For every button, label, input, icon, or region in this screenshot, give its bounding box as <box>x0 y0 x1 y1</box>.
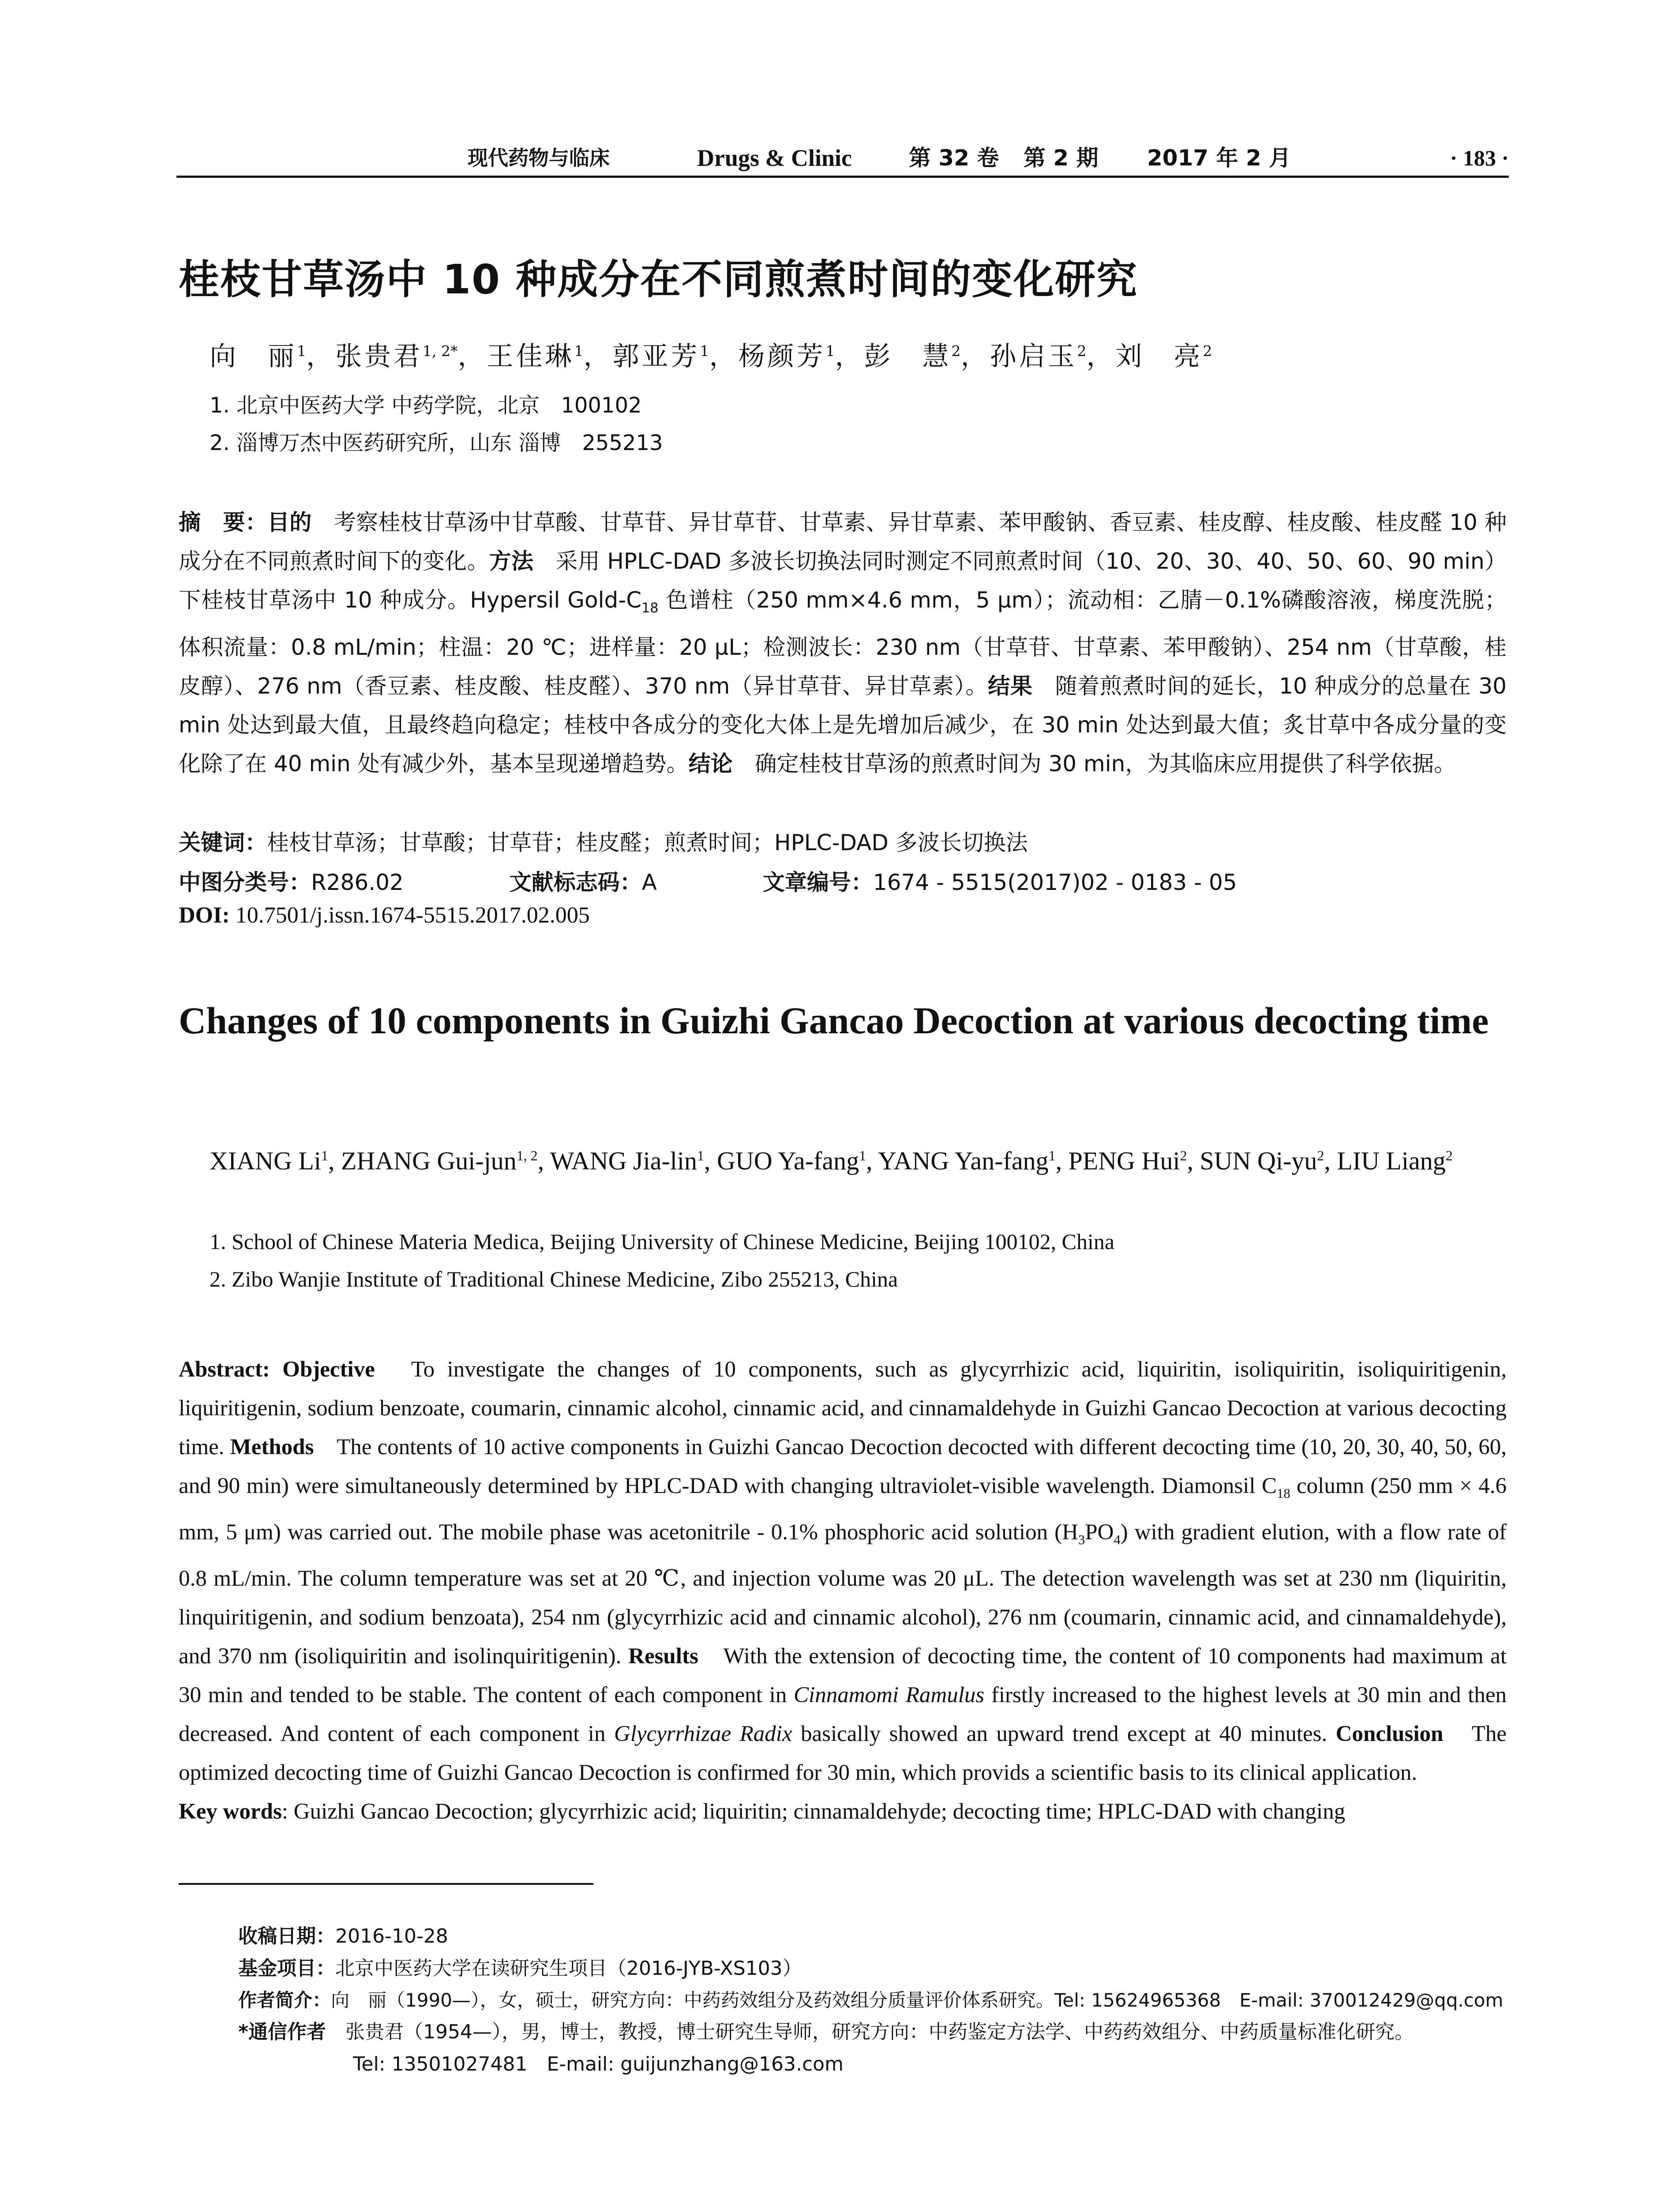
fund-label: 基金项目： <box>238 1957 335 1980</box>
methods-cn-text: 采用 HPLC-DAD 多波长切换法同时测定不同煎煮时间（10、20、30、40、50、60、90 min）下桂枝甘草汤中 10 种成分。Hypersil Gold-C <box>179 548 1507 613</box>
abstract-en <box>179 1350 1507 1831</box>
footnote-rule <box>179 1883 593 1885</box>
authors-en: XIANG Li$^1$, ZHANG Gui-jun$^{1, 2}$, WANG Jia-lin$^1$, GUO Ya-fang$^1$, YANG Yan-fang$^1$, PENG Hui$^2$, SUN $Qi-yu^2$, LIU Liang$^2$ <box>210 1146 1453 1175</box>
author-cn: 孙启玉 <box>990 341 1077 372</box>
conclusion-en-label: Conclusion <box>1335 1722 1444 1747</box>
clc-value: R286.02 <box>311 870 404 895</box>
doi-line <box>179 902 590 928</box>
keywords-cn-text: 桂枝甘草汤；甘草酸；甘草苷；桂皮醛；煎煮时间；HPLC-DAD 多波长切换法 <box>267 830 1028 855</box>
author-bio-value: 向 丽（1990—），女，硕士，研究方向：中药药效组分及药效组分质量评价体系研究。Tel: 15624965368 E-mail: 370012429@qq.com <box>331 1989 1504 2011</box>
doi-value: 10.7501/j.issn.1674-5515.2017.02.005 <box>229 903 590 928</box>
doc-code-label: 文献标志码： <box>509 870 642 895</box>
affiliation-en-1: 1. School of Chinese Materia Medica, Beijing University of Chinese Medicine, Beijing 100102, China <box>210 1229 1115 1254</box>
author-sup: 1 <box>697 1148 704 1163</box>
results-en-italic-1: Cinnamomi Ramulus <box>794 1683 985 1708</box>
abstract-en-label: Abstract: <box>179 1357 270 1382</box>
methods-cn-label: 方法 <box>489 548 534 574</box>
methods-en-text: The contents of 10 active components in Guizhi Gancao Decoction decocted with different decocting time (10, 20, 30, 40, 50, 60, and 90 min) were simultaneously determined by HPLC-DAD with changing ultraviolet-visible wavelength. Diamonsil C <box>179 1435 1507 1498</box>
footnote-received <box>238 1921 1518 1951</box>
footnote-fund <box>238 1954 1518 1984</box>
methods-en-label: Methods <box>230 1435 314 1459</box>
received-value: 2016-10-28 <box>335 1925 448 1947</box>
issue: 第 2 期 <box>1024 145 1099 171</box>
results-cn-label: 结果 <box>988 673 1033 699</box>
results-en-italic-2: Glycyrrhizae Radix <box>614 1722 792 1747</box>
author-sup: 2 <box>1077 342 1087 360</box>
methods-en-text-3: PO <box>1085 1520 1114 1545</box>
doi-label: DOI: <box>179 903 230 928</box>
page-number: · 183 · <box>1450 146 1509 170</box>
author-en: XIANG Li <box>210 1146 321 1175</box>
results-en-text: With the extension of decocting time, the content of 10 components had maximum at 30 min and tended to be stable. The content of each component in <box>179 1644 1507 1708</box>
author-sup: 1 <box>297 342 306 360</box>
methods-cn-sub: 18 <box>641 600 659 616</box>
abstract-cn-label: 摘 要： <box>179 510 267 535</box>
author-cn: 张贵君 <box>335 341 423 372</box>
methods-en-text-4: ) with gradient elution, with a flow rate of 0.8 mL/min. The column temperature was set at 20 ℃, and injection volume was 20 μL. The detection wavelength was set at 230 nm (liquiritin, linquiritigenin, and sodium benzoata), 254 nm (glycyrrhizic acid and cinnamic alcohol), 276 nm (coumarin, cinnamic acid, and cinnamaldehyde), and 370 nm (isoliquiritin and isolinquiritigenin). <box>179 1520 1507 1669</box>
affiliation-en-2: 2. Zibo Wanjie Institute of Traditional Chinese Medicine, Zibo 255213, China <box>210 1267 898 1291</box>
author-sup: 1 <box>321 1148 328 1163</box>
author-sup: 1 <box>825 342 835 360</box>
author-cn: 郭亚芳 <box>612 341 700 372</box>
journal-name-cn: 现代药物与临床 <box>468 146 610 170</box>
methods-en-sub-3: 4 <box>1114 1532 1121 1548</box>
author-sup: 2 <box>1203 342 1212 360</box>
methods-en-sub-1: 18 <box>1277 1486 1290 1501</box>
author-en: LIU Liang <box>1337 1146 1446 1175</box>
article-id-label: 文章编号： <box>762 870 873 895</box>
author-sup: 1 <box>700 342 709 360</box>
volume: 第 32 卷 <box>909 145 999 171</box>
author-cn: 彭 慧 <box>864 341 952 372</box>
author-en: WANG Jia-lin <box>550 1146 698 1175</box>
author-en: YANG Yan-fang <box>878 1146 1049 1175</box>
results-cn-text: 随着煎煮时间的延长，10 种成分的总量在 30 min 处达到最大值，且最终趋向稳定；桂枝中各成分的变化大体上是先增加后减少，在 30 min 处达到最大值；炙甘草中各成分量的变化除了在 40 min 处有减少外，基本呈现递增趋势。 <box>179 673 1507 777</box>
clc-label: 中图分类号： <box>179 870 311 895</box>
author-sup: 1 <box>859 1148 866 1163</box>
author-sup: 2 <box>951 342 961 360</box>
author-sup: 2 <box>1180 1148 1187 1163</box>
affiliation-cn-1: 1. 北京中医药大学 中药学院，北京 100102 <box>210 393 642 418</box>
objective-cn-label: 目的 <box>267 510 312 535</box>
methods-en-sub-2: 3 <box>1078 1532 1085 1548</box>
objective-cn-text: 考察桂枝甘草汤中甘草酸、甘草苷、异甘草苷、甘草素、异甘草素、苯甲酸钠、香豆素、桂皮醇、桂皮酸、桂皮醛 10 种成分在不同煎煮时间下的变化。 <box>179 510 1507 574</box>
footnote-corresponding <box>238 2017 1518 2047</box>
title-cn: 桂枝甘草汤中 10 种成分在不同煎煮时间的变化研究 <box>179 256 1138 303</box>
issue-date: 2017 年 2 月 <box>1147 145 1291 171</box>
author-sup: 1, 2* <box>423 342 458 360</box>
footnote-corresponding-contact: Tel: 13501027481 E-mail: guijunzhang@163.com <box>353 2053 844 2075</box>
keywords-cn <box>179 825 1028 857</box>
results-en-text-3: basically showed an upward trend except at 40 minutes. <box>792 1722 1336 1747</box>
conclusion-cn-text: 确定桂枝甘草汤的煎煮时间为 30 min，为其临床应用提供了科学依据。 <box>732 751 1456 777</box>
results-en-label: Results <box>628 1644 698 1669</box>
author-sup: 2 <box>1317 1148 1324 1163</box>
author-cn: 王佳琳 <box>487 341 574 372</box>
author-sup: 2 <box>1445 1148 1453 1163</box>
results-en-text-2: firstly increased to the highest levels at 30 min and then decreased. And content of each component in <box>179 1683 1507 1747</box>
journal-name-en: Drugs & Clinic <box>697 145 852 171</box>
received-label: 收稿日期： <box>238 1925 335 1947</box>
methods-cn-text-2: 色谱柱（250 mm×4.6 mm，5 μm）；流动相：乙腈－0.1%磷酸溶液，梯度洗脱；体积流量：0.8 mL/min；柱温：20 ℃；进样量：20 μL；检测波长：230 nm（甘草苷、甘草素、苯甲酸钠）、254 nm（甘草酸，桂皮醇）、276 nm（香豆素、桂皮酸、桂皮醛）、370 nm（异甘草苷、异甘草素）。 <box>179 587 1507 699</box>
author-en: ZHANG Gui-jun <box>341 1146 517 1175</box>
abstract-cn <box>179 503 1507 783</box>
keywords-cn-label: 关键词： <box>179 830 267 855</box>
title-en: Changes of 10 components in Guizhi Gancao Decoction at various decocting time <box>179 999 1489 1042</box>
classification-line <box>179 865 1237 897</box>
author-cn: 杨颜芳 <box>738 341 826 372</box>
keywords-en-text: : Guizhi Gancao Decoction; glycyrrhizic acid; liquiritin; cinnamaldehyde; decocting time; HPLC-DAD with changing <box>281 1799 1346 1824</box>
article-id-value: 1674 - 5515(2017)02 - 0183 - 05 <box>873 870 1237 895</box>
author-bio-label: 作者简介： <box>238 1989 331 2011</box>
author-en: PENG Hui <box>1068 1146 1180 1175</box>
authors-cn: 向 丽$^1$，张贵君$^{1, 2*}$，王佳琳$^1$，郭亚芳$^1$，杨颜芳$^1$，彭 慧$^2$，孙启玉$^2$，刘 亮$^2$ <box>210 341 1212 372</box>
running-header <box>176 140 1509 178</box>
keywords-en-label: Key words <box>179 1799 282 1824</box>
author-en: SUN Qi-yu <box>1200 1146 1317 1175</box>
author-cn: 刘 亮 <box>1115 341 1203 372</box>
doc-code-value: A <box>641 870 657 895</box>
objective-en-text: To investigate the changes of 10 components, such as glycyrrhizic acid, liquiritin, isoliquiritin, isoliquiritigenin, liquiritigenin, sodium benzoate, coumarin, cinnamic alcohol, cinnamic acid, and cinnamaldehyde in Guizhi Gancao Decoction at various decocting time. <box>179 1357 1507 1459</box>
author-en: GUO Ya-fang <box>716 1146 859 1175</box>
author-sup: 1, 2 <box>516 1148 538 1163</box>
methods-en-text-2: column (250 mm × 4.6 mm, 5 μm) was carried out. The mobile phase was acetonitrile - 0.1% phosphoric acid solution (H <box>179 1474 1507 1545</box>
footnote-author <box>238 1985 1518 2015</box>
author-sup: 1 <box>574 342 584 360</box>
corresponding-value: 张贵君（1954—），男，博士，教授，博士研究生导师，研究方向：中药鉴定方法学、中药药效组分、中药质量标准化研究。 <box>326 2021 1414 2043</box>
author-sup: 1 <box>1048 1148 1056 1163</box>
objective-en-label: Objective <box>270 1357 375 1382</box>
conclusion-cn-label: 结论 <box>688 751 733 777</box>
affiliation-cn-2: 2. 淄博万杰中医药研究所，山东 淄博 255213 <box>210 431 663 455</box>
corresponding-label: *通信作者 <box>238 2021 326 2043</box>
fund-value: 北京中医药大学在读研究生项目（2016-JYB-XS103） <box>335 1957 802 1980</box>
conclusion-en-text: The optimized decocting time of Guizhi Gancao Decoction is confirmed for 30 min, which provids a scientific basis to its clinical application. <box>179 1722 1507 1786</box>
author-cn: 向 丽 <box>210 341 297 372</box>
